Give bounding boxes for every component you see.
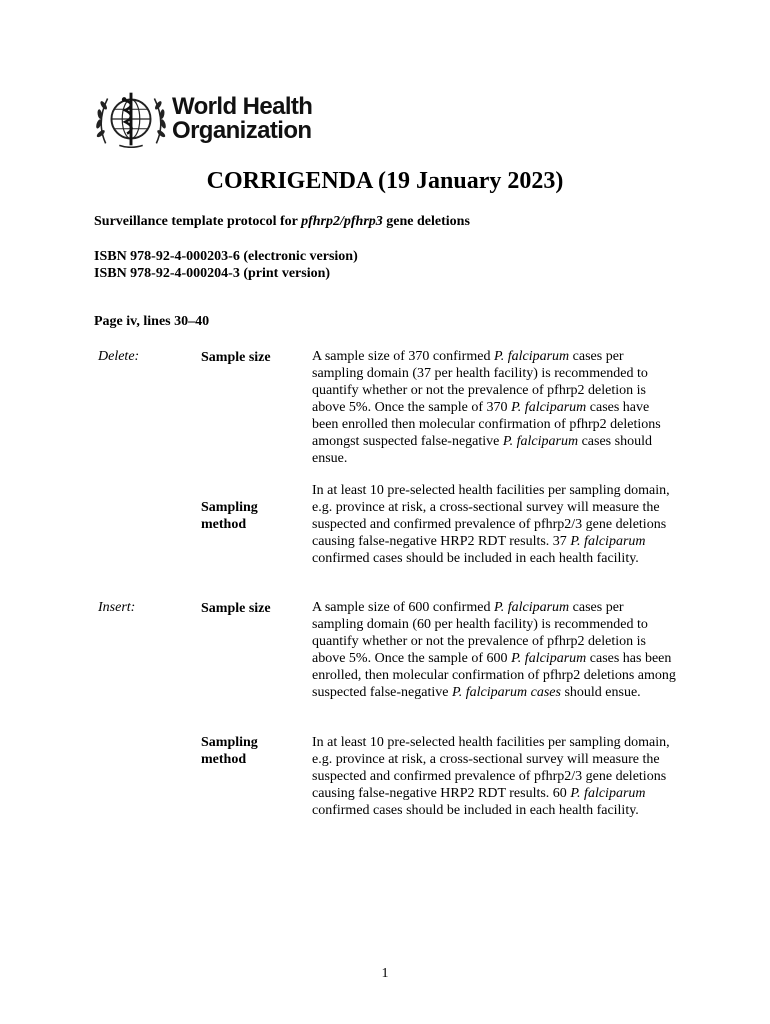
insert-sample-size-text: A sample size of 600 confirmed P. falciparum cases per sampling domain (60 per health facility) is recommended to quantify whether or not the prevalence of pfhrp2 deletion is above 5%. Once the sample of 600 P. falciparum cases has been enrolled, then molecular confirmation of pfhrp2 deletions among suspected false-negative P. falciparum cases should ensue. bbox=[312, 600, 676, 700]
insert-sampling-method-heading: Sampling method bbox=[201, 735, 258, 767]
subtitle-gene-names: pfhrp2/pfhrp3 bbox=[301, 214, 383, 229]
who-emblem-icon bbox=[92, 86, 170, 152]
delete-sampling-method-text: In at least 10 pre-selected health facilities per sampling domain, e.g. province at risk, a cross-sectional survey will measure the suspected and confirmed prevalence of pfhrp2/3 gene deletions causing false-negative HRP2 RDT results. 37 P. falciparum confirmed cases should be included in each health facility. bbox=[312, 483, 670, 566]
delete-sampling-method-heading: Sampling method bbox=[201, 500, 258, 532]
delete-label: Delete: bbox=[98, 349, 140, 364]
logo-line-1: World Health bbox=[172, 93, 313, 120]
isbn-electronic: ISBN 978-92-4-000203-6 (electronic version) bbox=[94, 249, 358, 264]
insert-label: Insert: bbox=[98, 600, 136, 615]
isbn-block bbox=[94, 248, 358, 282]
page-reference: Page iv, lines 30–40 bbox=[94, 314, 210, 329]
logo-line-2: Organization bbox=[172, 117, 312, 144]
insert-sample-size-heading: Sample size bbox=[201, 601, 271, 616]
subtitle-suffix: gene deletions bbox=[382, 214, 470, 229]
delete-sample-size-heading: Sample size bbox=[201, 350, 271, 365]
who-logo bbox=[92, 86, 312, 152]
isbn-print: ISBN 978-92-4-000204-3 (print version) bbox=[94, 266, 331, 281]
document-title: CORRIGENDA (19 January 2023) bbox=[206, 168, 564, 194]
insert-sampling-method-text: In at least 10 pre-selected health facilities per sampling domain, e.g. province at risk, a cross-sectional survey will measure the suspected and confirmed prevalence of pfhrp2/3 gene deletions causing false-negative HRP2 RDT results. 60 P. falciparum confirmed cases should be included in each health facility. bbox=[312, 735, 670, 818]
page-number: 1 bbox=[381, 966, 389, 981]
document-subtitle bbox=[94, 214, 470, 230]
who-wordmark bbox=[172, 95, 312, 143]
subtitle-prefix: Surveillance template protocol for bbox=[94, 214, 302, 229]
delete-sample-size-text: A sample size of 370 confirmed P. falciparum cases per sampling domain (37 per health facility) is recommended to quantify whether or not the prevalence of pfhrp2 deletion is above 5%. Once the sample of 370 P. falciparum cases have been enrolled then molecular confirmation of pfhrp2 deletions amongst suspected false-negative P. falciparum cases should ensue. bbox=[312, 349, 661, 466]
